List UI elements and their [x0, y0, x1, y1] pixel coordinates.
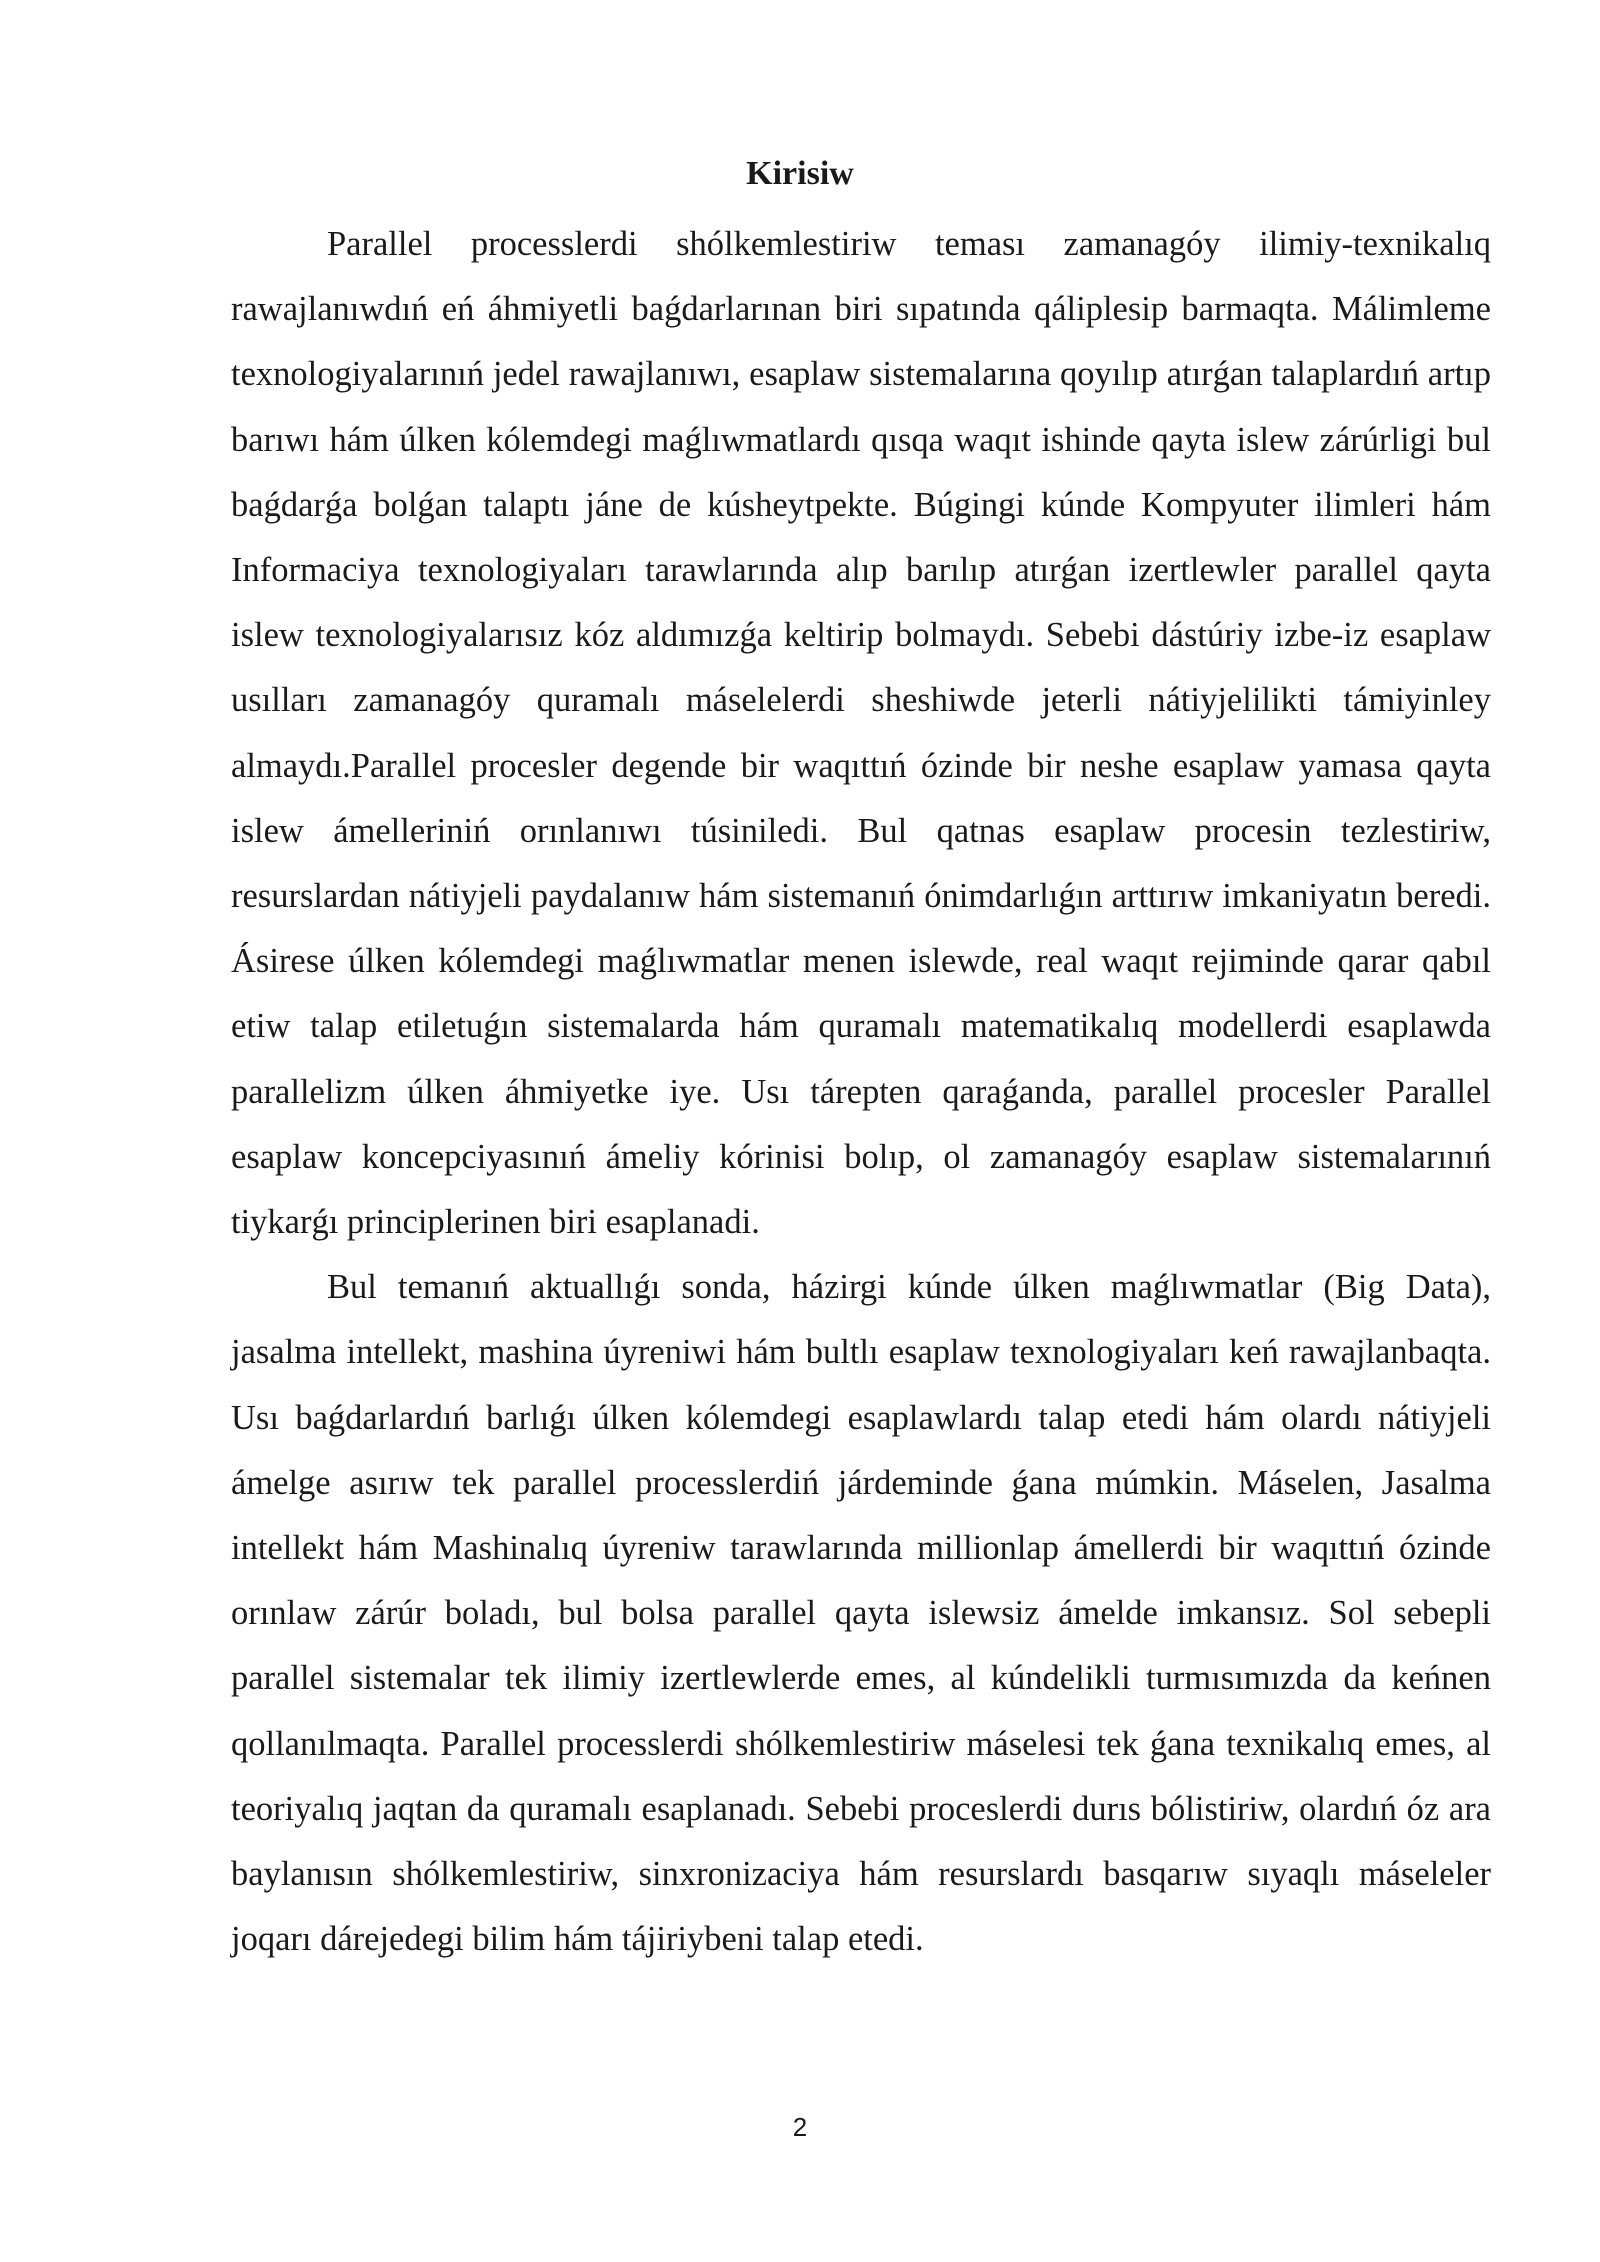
paragraph-introduction: Parallel processlerdi shólkemlestiriw teması zamanagóy ilimiy-texnikalıq rawajlanıwdıń eń áhmiyetli baǵdarlarınan biri sıpatında qáliplesip barmaqta. Málimleme texnologiyalarınıń jedel rawajlanıwı, esaplaw sistemalarına qoyılıp atırǵan talaplardıń artıp barıwı hám úlken kólemdegi maǵlıwmatlardı qısqa waqıt ishinde qayta islew zárúrligi bul baǵdarǵa bolǵan talaptı jáne de kúsheytpekte. Búgingi kúnde Kompyuter ilimleri hám Informaciya texnologiyaları tarawlarında alıp barılıp atırǵan izertlewler parallel qayta islew texnologiyalarısız kóz aldımızǵa keltirip bolmaydı. Sebebi dástúriy izbe-iz esaplaw usılları zamanagóy quramalı máselelerdi sheshiwde jeterli nátiyjelilikti támiyinley almaydı.Parallel procesler degende bir waqıttıń ózinde bir neshe esaplaw yamasa qayta islew ámelleriniń orınlanıwı túsiniledi. Bul qatnas esaplaw procesin tezlestiriw, resurslardan nátiyjeli paydalanıw hám sistemanıń ónimdarlıǵın arttırıw imkaniyatın beredi. Ásirese úlken kólemdegi maǵlıwmatlar menen islewde, real waqıt rejiminde qarar qabıl etiw talap etiletuǵın sistemalarda hám quramalı matematikalıq modellerdi esaplawda parallelizm úlken áhmiyetke iye. Usı tárepten qaraǵanda, parallel procesler Parallel esaplaw koncepciyasınıń ámeliy kórinisi bolıp, ol zamanagóy esaplaw sistemalarınıń tiykarǵı principlerinen biri esaplanadi.: [231, 225, 1491, 1242]
body-text: [231, 212, 1491, 1972]
section-heading: Kirisiw: [746, 155, 854, 192]
paragraph-relevance: Bul temanıń aktuallıǵı sonda, házirgi kúnde úlken maǵlıwmatlar (Big Data), jasalma intellekt, mashina úyreniwi hám bultlı esaplaw texnologiyaları keń rawajlanbaqta. Usı baǵdarlardıń barlıǵı úlken kólemdegi esaplawlardı talap etedi hám olardı nátiyjeli ámelge asırıw tek parallel processlerdiń járdeminde ǵana múmkin. Máselen, Jasalma intellekt hám Mashinalıq úyreniw tarawlarında millionlap ámellerdi bir waqıttıń ózinde orınlaw zárúr boladı, bul bolsa parallel qayta islewsiz ámelde imkansız. Sol sebepli parallel sistemalar tek ilimiy izertlewlerde emes, al kúndelikli turmısımızda da keńnen qollanılmaqta. Parallel processlerdi shólkemlestiriw máselesi tek ǵana texnikalıq emes, al teoriyalıq jaqtan da quramalı esaplanadı. Sebebi proceslerdi durıs bólistiriw, olardıń óz ara baylanısın shólkemlestiriw, sinxronizaciya hám resurslardı basqarıw sıyaqlı máseleler joqarı dárejedegi bilim hám tájiriybeni talap etedi.: [231, 1268, 1491, 1959]
page-number: 2: [792, 2112, 808, 2142]
